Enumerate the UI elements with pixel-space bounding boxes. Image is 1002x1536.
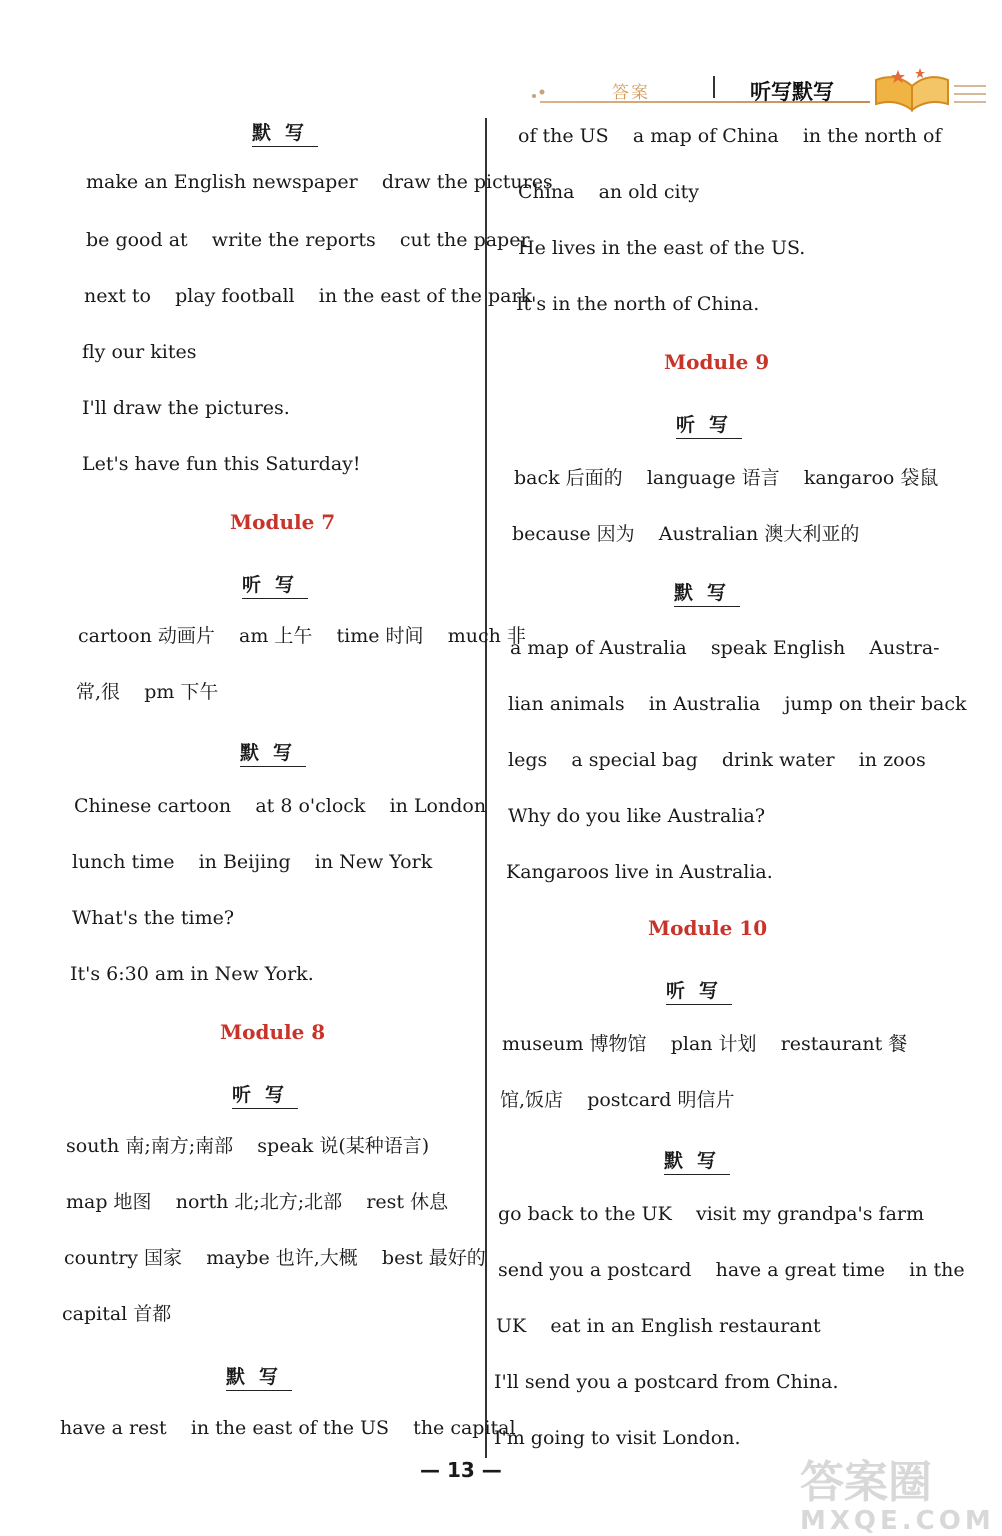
module-title: Module 10 bbox=[648, 916, 768, 940]
text-line: make an English newspaper draw the pictures bbox=[86, 171, 553, 193]
text-line: cartoon 动画片 am 上午 time 时间 much 非 bbox=[78, 625, 526, 647]
text-line: a map of Australia speak English Austra- bbox=[510, 637, 940, 659]
text-line: legs a special bag drink water in zoos bbox=[508, 749, 926, 771]
watermark-logo bbox=[800, 1457, 995, 1536]
section-heading: 默写 bbox=[252, 118, 318, 147]
text-line: back 后面的 language 语言 kangaroo 袋鼠 bbox=[514, 467, 939, 489]
text-line: What's the time? bbox=[72, 907, 235, 929]
text-line: He lives in the east of the US. bbox=[518, 237, 806, 259]
header-answer-label: 答案 bbox=[612, 83, 650, 103]
text-line: UK eat in an English restaurant bbox=[496, 1315, 821, 1337]
section-heading: 默写 bbox=[664, 1146, 730, 1175]
header-section-title: 听写默写 bbox=[750, 80, 834, 104]
text-line: lunch time in Beijing in New York bbox=[72, 851, 433, 873]
text-line: be good at write the reports cut the paper bbox=[86, 229, 530, 251]
text-line: I'm going to visit London. bbox=[494, 1427, 741, 1449]
watermark-url: MXQE.COM bbox=[800, 1506, 995, 1536]
header-separator bbox=[713, 76, 715, 98]
text-line: I'll draw the pictures. bbox=[82, 397, 290, 419]
text-line: have a rest in the east of the US the capital bbox=[60, 1417, 516, 1439]
text-line: country 国家 maybe 也许,大概 best 最好的 bbox=[64, 1247, 486, 1269]
section-heading: 听写 bbox=[232, 1080, 298, 1109]
text-line: Kangaroos live in Australia. bbox=[506, 861, 773, 883]
module-title: Module 9 bbox=[664, 350, 770, 374]
open-book-icon bbox=[868, 66, 988, 116]
section-heading: 默写 bbox=[240, 738, 306, 767]
text-line: 常,很 pm 下午 bbox=[76, 681, 219, 703]
text-line: 馆,饭店 postcard 明信片 bbox=[500, 1089, 735, 1111]
text-line: lian animals in Australia jump on their back bbox=[508, 693, 967, 715]
text-line: Let's have fun this Saturday! bbox=[82, 453, 361, 475]
text-line: It's 6:30 am in New York. bbox=[70, 963, 314, 985]
text-line: Chinese cartoon at 8 o'clock in London bbox=[74, 795, 487, 817]
text-line: museum 博物馆 plan 计划 restaurant 餐 bbox=[502, 1033, 908, 1055]
text-line: of the US a map of China in the north of bbox=[518, 125, 942, 147]
text-line: Why do you like Australia? bbox=[508, 805, 766, 827]
section-heading: 听写 bbox=[666, 976, 732, 1005]
text-line: China an old city bbox=[518, 181, 699, 203]
module-title: Module 7 bbox=[230, 510, 336, 534]
watermark-text: 答案圈 bbox=[800, 1457, 932, 1508]
text-line: It's in the north of China. bbox=[516, 293, 760, 315]
text-line: map 地图 north 北;北方;北部 rest 休息 bbox=[66, 1191, 449, 1213]
section-heading: 听写 bbox=[676, 410, 742, 439]
text-line: go back to the UK visit my grandpa's farm bbox=[498, 1203, 924, 1225]
text-line: fly our kites bbox=[82, 341, 197, 363]
text-line: south 南;南方;南部 speak 说(某种语言) bbox=[66, 1135, 430, 1157]
text-line: I'll send you a postcard from China. bbox=[494, 1371, 839, 1393]
module-title: Module 8 bbox=[220, 1020, 326, 1044]
text-line: send you a postcard have a great time in the bbox=[498, 1259, 965, 1281]
section-heading: 听写 bbox=[242, 570, 308, 599]
text-line: next to play football in the east of the park bbox=[84, 285, 533, 307]
text-line: because 因为 Australian 澳大利亚的 bbox=[512, 523, 860, 545]
section-heading: 默写 bbox=[226, 1362, 292, 1391]
page-number: — 13 — bbox=[420, 1458, 502, 1482]
text-line: capital 首都 bbox=[62, 1303, 172, 1325]
section-heading: 默写 bbox=[674, 578, 740, 607]
